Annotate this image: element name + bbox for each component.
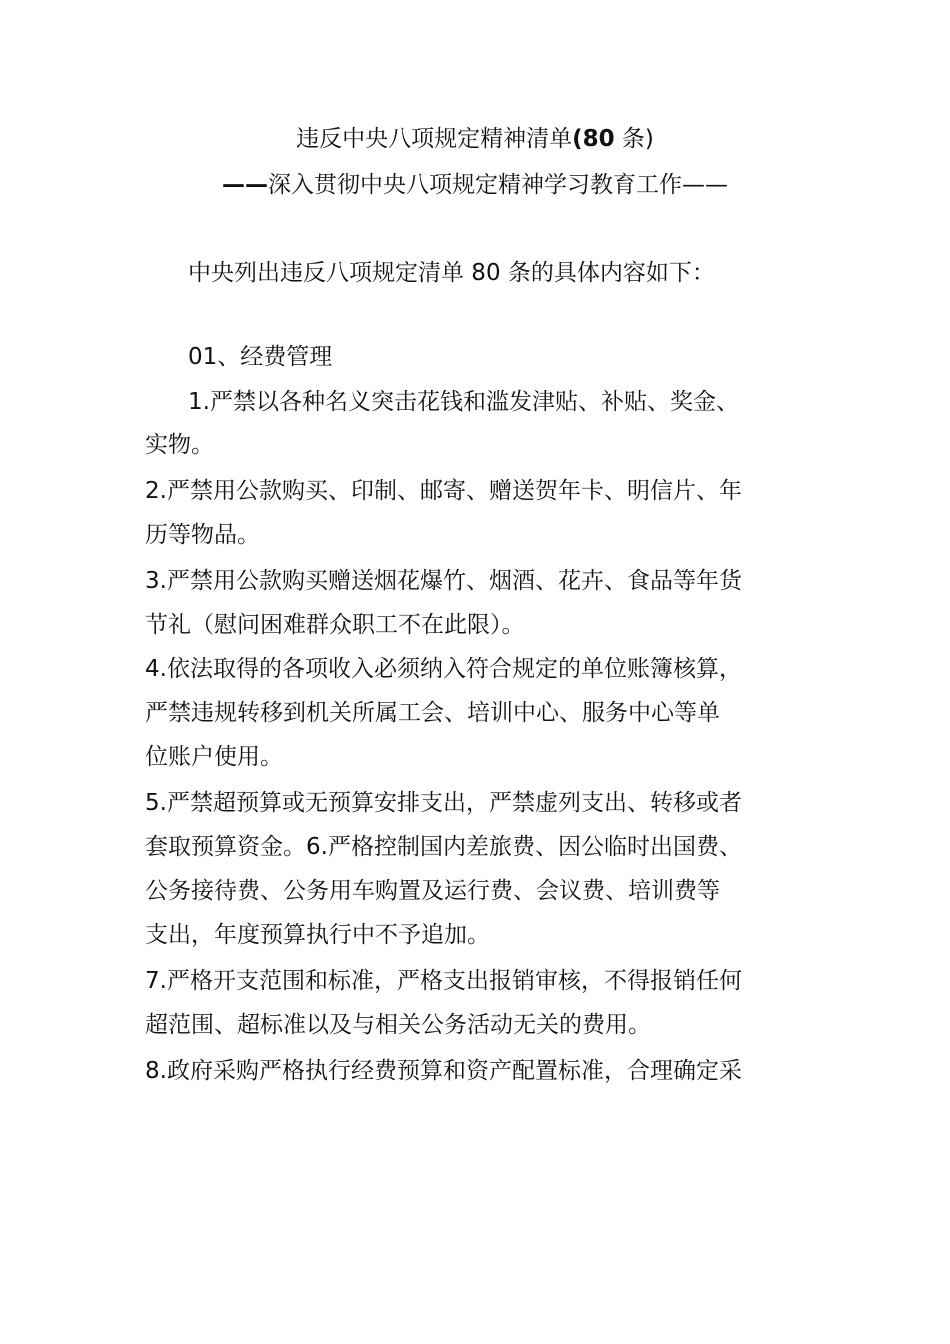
- item-4-line-1: 4.依法取得的各项收入必须纳入符合规定的单位账簿核算，: [145, 656, 742, 682]
- item-7-line-2: 超范围、超标准以及与相关公务活动无关的费用。: [145, 1012, 651, 1038]
- item-8-line-1: 8.政府采购严格执行经费预算和资产配置标准，合理确定采: [145, 1058, 742, 1084]
- item-4-line-3: 位账户使用。: [145, 744, 283, 770]
- item-1-line-1: 1.严禁以各种名义突击花钱和滥发津贴、补贴、奖金、: [188, 389, 739, 415]
- title-count: (80: [572, 126, 615, 152]
- title-tail: 条): [621, 126, 654, 152]
- item-6-line-3: 支出，年度预算执行中不予追加。: [145, 922, 490, 948]
- item-3-line-1: 3.严禁用公款购买赠送烟花爆竹、烟酒、花卉、食品等年货: [145, 568, 742, 594]
- document-title: [0, 124, 950, 154]
- item-5-line-1: 5.严禁超预算或无预算安排支出，严禁虚列支出、转移或者: [145, 790, 742, 816]
- item-1-line-2: 实物。: [145, 432, 214, 458]
- document-subtitle: [0, 170, 950, 200]
- item-7-line-1: 7.严格开支范围和标准，严格支出报销审核，不得报销任何: [145, 968, 742, 994]
- subtitle-text: 深入贯彻中央八项规定精神学习教育工作——: [268, 172, 728, 198]
- item-3-line-2: 节礼（慰问困难群众职工不在此限）。: [145, 612, 525, 638]
- intro-paragraph: 中央列出违反八项规定清单 80 条的具体内容如下：: [188, 260, 715, 286]
- subtitle-dash: ——: [222, 172, 268, 198]
- title-main-text: 违反中央八项规定精神清单: [296, 126, 573, 152]
- item-6-line-2: 公务接待费、公务用车购置及运行费、会议费、培训费等: [145, 878, 720, 904]
- item-4-line-2: 严禁违规转移到机关所属工会、培训中心、服务中心等单: [145, 700, 720, 726]
- section-heading: 01、经费管理: [188, 344, 333, 370]
- item-2-line-1: 2.严禁用公款购买、印制、邮寄、赠送贺年卡、明信片、年: [145, 478, 742, 504]
- item-5-line-2: 套取预算资金。6.严格控制国内差旅费、因公临时出国费、: [145, 834, 742, 860]
- item-2-line-2: 历等物品。: [145, 522, 260, 548]
